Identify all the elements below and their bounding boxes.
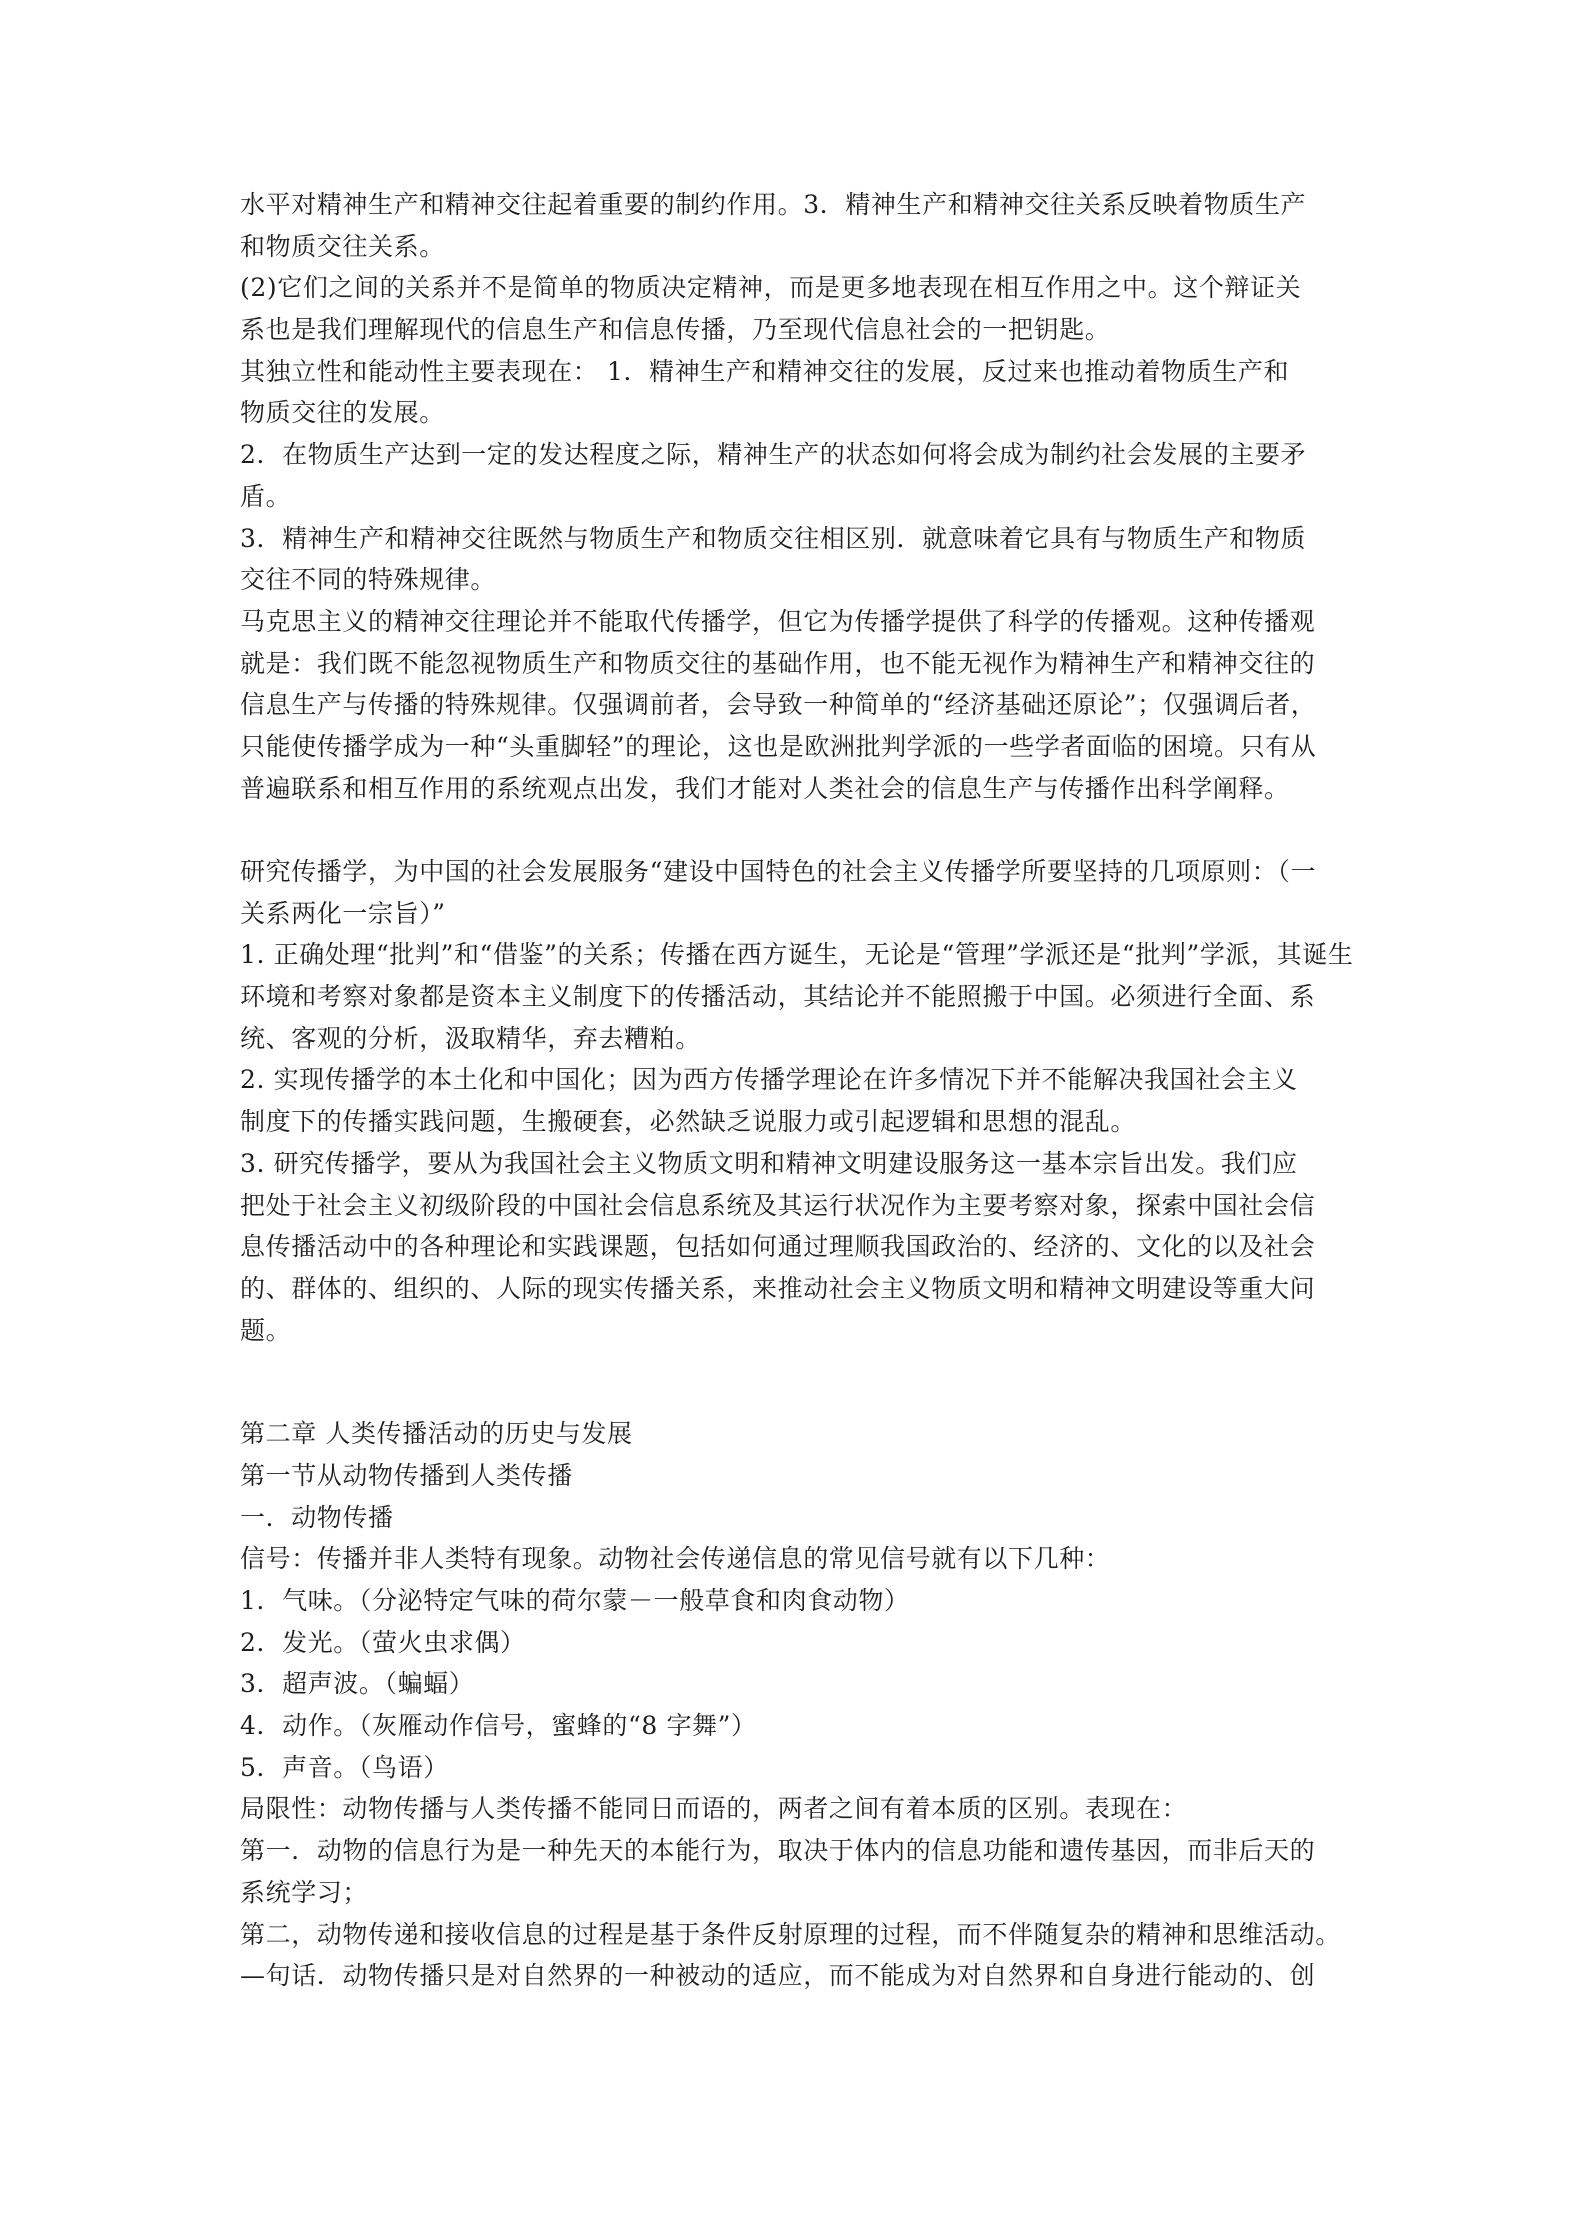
text-line: 2. 实现传播学的本土化和中国化；因为西方传播学理论在许多情况下并不能解决我国社会主义 xyxy=(240,1065,1298,1095)
text-line: 2．在物质生产达到一定的发达程度之际，精神生产的状态如何将会成为制约社会发展的主要矛 xyxy=(240,440,1307,470)
text-line: 3. 研究传播学，要从为我国社会主义物质文明和精神文明建设服务这一基本宗旨出发。我们应 xyxy=(240,1148,1298,1178)
text-line: 盾。 xyxy=(240,481,292,511)
text-line: 物质交往的发展。 xyxy=(240,398,445,428)
text-line: 制度下的传播实践问题，生搬硬套，必然缺乏说服力或引起逻辑和思想的混乱。 xyxy=(240,1107,1137,1137)
text-line: 只能使传播学成为一种“头重脚轻”的理论，这也是欧洲批判学派的一些学者面临的困境。只有从 xyxy=(240,731,1317,761)
section-research-principles xyxy=(240,851,1354,1351)
text-line: 的、群体的、组织的、人际的现实传播关系，来推动社会主义物质文明和精神文明建设等重大问 xyxy=(240,1273,1316,1303)
text-line: 研究传播学，为中国的社会发展服务“建设中国特色的社会主义传播学所要坚持的几项原则：（一 xyxy=(240,857,1317,886)
section-spiritual-production xyxy=(240,184,1350,809)
text-line: 信息生产与传播的特殊规律。仅强调前者，会导致一种简单的“经济基础还原论”；仅强调后者， xyxy=(240,690,1317,720)
text-line: 马克思主义的精神交往理论并不能取代传播学，但它为传播学提供了科学的传播观。这种传播观 xyxy=(240,606,1316,636)
text-line: 第二章 人类传播活动的历史与发展 xyxy=(240,1419,633,1449)
text-line: 4．动作。（灰雁动作信号，蜜蜂的“8 字舞”） xyxy=(240,1711,757,1741)
text-line: 第一．动物的信息行为是一种先天的本能行为，取决于体内的信息功能和遗传基因，而非后天的 xyxy=(240,1836,1316,1866)
text-line: 水平对精神生产和精神交往起着重要的制约作用。3．精神生产和精神交往关系反映着物质生产 xyxy=(240,190,1307,219)
text-line: 3．超声波。（蝙蝠） xyxy=(240,1669,475,1699)
text-line: 1. 正确处理“批判”和“借鉴”的关系；传播在西方诞生，无论是“管理”学派还是“批判”学派，其诞生 xyxy=(240,940,1354,970)
text-line: 局限性：动物传播与人类传播不能同日而语的，两者之间有着本质的区别。表现在： xyxy=(240,1794,1188,1824)
text-line: 3．精神生产和精神交往既然与物质生产和物质交往相区别．就意味着它具有与物质生产和物质 xyxy=(240,523,1307,553)
text-line: 5．声音。（鸟语） xyxy=(240,1752,449,1782)
text-line: 统、客观的分析，汲取精华，弃去糟粕。 xyxy=(240,1023,701,1053)
text-line: 关系两化一宗旨）” xyxy=(240,898,446,928)
text-line: 其独立性和能动性主要表现在： 1．精神生产和精神交往的发展，反过来也推动着物质生产和 xyxy=(240,356,1290,386)
text-line: 普遍联系和相互作用的系统观点出发，我们才能对人类社会的信息生产与传播作出科学阐释。 xyxy=(240,773,1290,803)
text-line: 第一节从动物传播到人类传播 xyxy=(240,1460,573,1490)
text-line: 一．动物传播 xyxy=(240,1502,394,1532)
paragraph-gap xyxy=(240,809,1350,851)
text-line: 信号：传播并非人类特有现象。动物社会传递信息的常见信号就有以下几种： xyxy=(240,1544,1111,1574)
text-line: —句话．动物传播只是对自然界的一种被动的适应，而不能成为对自然界和自身进行能动的、创 xyxy=(240,1961,1316,1991)
text-line: 环境和考察对象都是资本主义制度下的传播活动，其结论并不能照搬于中国。必须进行全面、系 xyxy=(240,982,1316,1012)
text-line: 1．气味。（分泌特定气味的荷尔蒙－一般草食和肉食动物） xyxy=(240,1586,910,1615)
section-chapter-two xyxy=(240,1413,1350,1997)
text-line: 把处于社会主义初级阶段的中国社会信息系统及其运行状况作为主要考察对象，探索中国社会信 xyxy=(240,1190,1316,1220)
text-line: 系统学习； xyxy=(240,1877,369,1907)
text-line: 系也是我们理解现代的信息生产和信息传播，乃至现代信息社会的一把钥匙。 xyxy=(240,315,1111,345)
text-line: 2．发光。（萤火虫求偶） xyxy=(240,1627,526,1657)
text-line: 题。 xyxy=(240,1315,292,1345)
text-line: 第二，动物传递和接收信息的过程是基于条件反射原理的过程，而不伴随复杂的精神和思维活动。 xyxy=(240,1919,1341,1949)
text-line: 息传播活动中的各种理论和实践课题，包括如何通过理顺我国政治的、经济的、文化的以及社会 xyxy=(240,1232,1316,1262)
document-body xyxy=(240,184,1354,1997)
text-line: 就是：我们既不能忽视物质生产和物质交往的基础作用，也不能无视作为精神生产和精神交往的 xyxy=(240,648,1316,678)
text-line: (2)它们之间的关系并不是简单的物质决定精神，而是更多地表现在相互作用之中。这个辩证关 xyxy=(240,273,1302,303)
chapter-gap xyxy=(240,1351,1350,1413)
text-line: 和物质交往关系。 xyxy=(240,231,445,261)
text-line: 交往不同的特殊规律。 xyxy=(240,565,497,595)
